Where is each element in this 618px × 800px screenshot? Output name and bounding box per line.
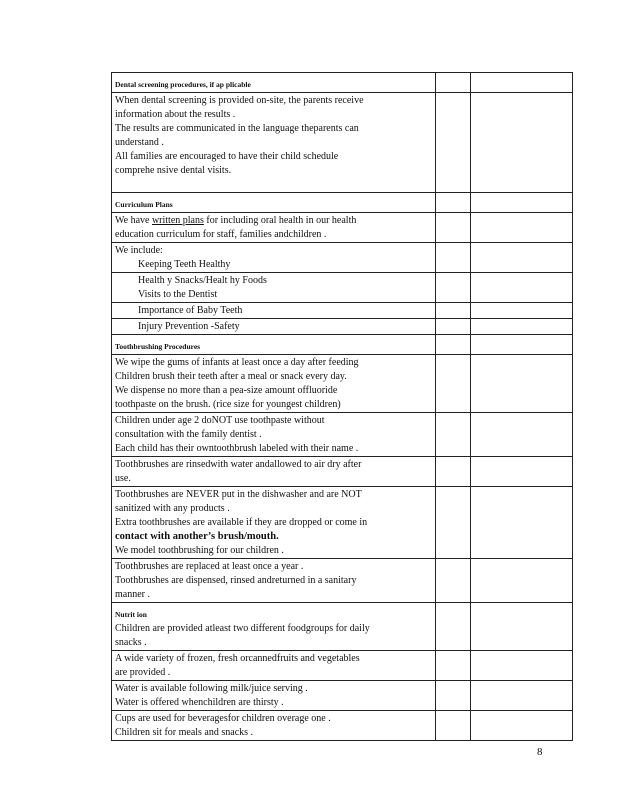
checkbox-cell[interactable] <box>436 355 471 413</box>
checkbox-cell[interactable] <box>436 603 471 651</box>
checklist-body <box>112 73 573 741</box>
notes-cell[interactable] <box>471 243 573 273</box>
checklist-row <box>112 243 573 273</box>
notes-cell[interactable] <box>471 193 573 213</box>
checklist-line <box>115 178 432 192</box>
checklist-line: toothpaste on the brush. (rice size for youngest children) <box>115 399 341 410</box>
notes-cell[interactable] <box>471 457 573 487</box>
checklist-line: comprehe nsive dental visits. <box>115 165 232 176</box>
checklist-text-cell <box>112 73 436 93</box>
checklist-row <box>112 93 573 193</box>
checklist-row <box>112 651 573 681</box>
checklist-row <box>112 681 573 711</box>
checklist-line: consultation with the family dentist . <box>115 429 262 440</box>
checklist-row <box>112 711 573 741</box>
checklist-line: The results are communicated in the language theparents can <box>115 123 359 134</box>
notes-cell[interactable] <box>471 73 573 93</box>
checkbox-cell[interactable] <box>436 413 471 457</box>
checkbox-cell[interactable] <box>436 213 471 243</box>
checklist-text-cell <box>112 487 436 559</box>
checklist-line: Children are provided atleast two different foodgroups for daily <box>115 623 370 634</box>
checklist-text-cell <box>112 603 436 651</box>
line-part: for including oral health in our health <box>203 215 357 226</box>
checklist-line: Injury Prevention -Safety <box>138 321 240 332</box>
checklist-line: A wide variety of frozen, fresh orcannedfruits and vegetables <box>115 653 360 664</box>
checklist-text-cell <box>112 243 436 273</box>
line-part: We have <box>115 215 152 226</box>
checklist-text-cell <box>112 457 436 487</box>
section-heading: Toothbrushing Procedures <box>115 342 201 351</box>
checklist-line <box>115 214 432 228</box>
checklist-text-cell <box>112 93 436 193</box>
checklist-line: understand . <box>115 137 164 148</box>
checkbox-cell[interactable] <box>436 711 471 741</box>
checklist-line: Children sit for meals and snacks . <box>115 727 254 738</box>
checkbox-cell[interactable] <box>436 559 471 603</box>
checkbox-cell[interactable] <box>436 319 471 335</box>
checklist-line: contact with another’s brush/mouth. <box>115 531 279 542</box>
checklist-line: manner . <box>115 589 150 600</box>
checkbox-cell[interactable] <box>436 93 471 193</box>
section-heading: Curriculum Plans <box>115 200 173 209</box>
checklist-text-cell <box>112 355 436 413</box>
notes-cell[interactable] <box>471 303 573 319</box>
notes-cell[interactable] <box>471 213 573 243</box>
checklist-line: Visits to the Dentist <box>138 289 218 300</box>
checkbox-cell[interactable] <box>436 303 471 319</box>
checklist-line: We dispense no more than a pea-size amount offluoride <box>115 385 338 396</box>
checklist-text-cell <box>112 319 436 335</box>
checklist-row <box>112 355 573 413</box>
checklist-row <box>112 303 573 319</box>
checklist-text-cell <box>112 559 436 603</box>
checklist-line: Toothbrushes are rinsedwith water andallowed to air dry after <box>115 459 362 470</box>
checklist-row <box>112 213 573 243</box>
checklist-line: Each child has their owntoothbrush labeled with their name . <box>115 443 359 454</box>
checklist-line: Toothbrushes are replaced at least once a year . <box>115 561 304 572</box>
checkbox-cell[interactable] <box>436 487 471 559</box>
notes-cell[interactable] <box>471 93 573 193</box>
checklist-line: We include: <box>115 245 163 256</box>
checklist-row <box>112 335 573 355</box>
section-heading: Nutrit ion <box>115 610 147 619</box>
checklist-line: Keeping Teeth Healthy <box>138 259 231 270</box>
checkbox-cell[interactable] <box>436 193 471 213</box>
checkbox-cell[interactable] <box>436 243 471 273</box>
checklist-line: Cups are used for beveragesfor children overage one . <box>115 713 331 724</box>
checklist-line: Water is offered whenchildren are thirsty . <box>115 697 284 708</box>
checkbox-cell[interactable] <box>436 681 471 711</box>
checklist-row <box>112 487 573 559</box>
checkbox-cell[interactable] <box>436 651 471 681</box>
checklist-text-cell <box>112 213 436 243</box>
checklist-row <box>112 603 573 651</box>
checklist-line: When dental screening is provided on-site, the parents receive <box>115 95 364 106</box>
checklist-line: Extra toothbrushes are available if they are dropped or come in <box>115 517 368 528</box>
notes-cell[interactable] <box>471 559 573 603</box>
notes-cell[interactable] <box>471 603 573 651</box>
checklist-line: are provided . <box>115 667 171 678</box>
notes-cell[interactable] <box>471 487 573 559</box>
checklist-row <box>112 273 573 303</box>
checklist-line: information about the results . <box>115 109 236 120</box>
checklist-line: We model toothbrushing for our children . <box>115 545 284 556</box>
checklist-line: use. <box>115 473 131 484</box>
checklist-text-cell <box>112 711 436 741</box>
checklist-table <box>111 72 573 741</box>
checklist-row <box>112 413 573 457</box>
checklist-text-cell <box>112 335 436 355</box>
notes-cell[interactable] <box>471 335 573 355</box>
checklist-text-cell <box>112 193 436 213</box>
notes-cell[interactable] <box>471 319 573 335</box>
notes-cell[interactable] <box>471 413 573 457</box>
underlined-text: written plans <box>151 215 204 226</box>
checklist-text-cell <box>112 303 436 319</box>
checkbox-cell[interactable] <box>436 73 471 93</box>
notes-cell[interactable] <box>471 681 573 711</box>
checklist-line: Children under age 2 doNOT use toothpaste without <box>115 415 325 426</box>
checklist-row <box>112 559 573 603</box>
checklist-line: All families are encouraged to have their child schedule <box>115 151 339 162</box>
checklist-line: Children brush their teeth after a meal or snack every day. <box>115 371 347 382</box>
checklist-row <box>112 73 573 93</box>
checklist-row <box>112 193 573 213</box>
notes-cell[interactable] <box>471 711 573 741</box>
checklist-text-cell <box>112 681 436 711</box>
checklist-line: Toothbrushes are NEVER put in the dishwasher and are NOT <box>115 489 362 500</box>
checkbox-cell[interactable] <box>436 273 471 303</box>
checklist-line: Importance of Baby Teeth <box>138 305 243 316</box>
checklist-line: Water is available following milk/juice serving . <box>115 683 308 694</box>
checklist-line: education curriculum for staff, families andchildren . <box>115 229 327 240</box>
checklist-line: snacks . <box>115 637 147 648</box>
checklist-line: sanitized with any products . <box>115 503 230 514</box>
page-number: 8 <box>537 746 543 758</box>
checklist-row <box>112 457 573 487</box>
checklist-line: Toothbrushes are dispensed, rinsed andreturned in a sanitary <box>115 575 357 586</box>
checkbox-cell[interactable] <box>436 457 471 487</box>
checklist-line: We wipe the gums of infants at least once a day after feeding <box>115 357 359 368</box>
notes-cell[interactable] <box>471 355 573 413</box>
checklist-row <box>112 319 573 335</box>
section-heading: Dental screening procedures, if ap plicable <box>115 80 251 89</box>
checklist-text-cell <box>112 413 436 457</box>
notes-cell[interactable] <box>471 651 573 681</box>
notes-cell[interactable] <box>471 273 573 303</box>
checklist-text-cell <box>112 273 436 303</box>
checklist-text-cell <box>112 651 436 681</box>
checklist-line: Health y Snacks/Healt hy Foods <box>138 275 267 286</box>
checkbox-cell[interactable] <box>436 335 471 355</box>
